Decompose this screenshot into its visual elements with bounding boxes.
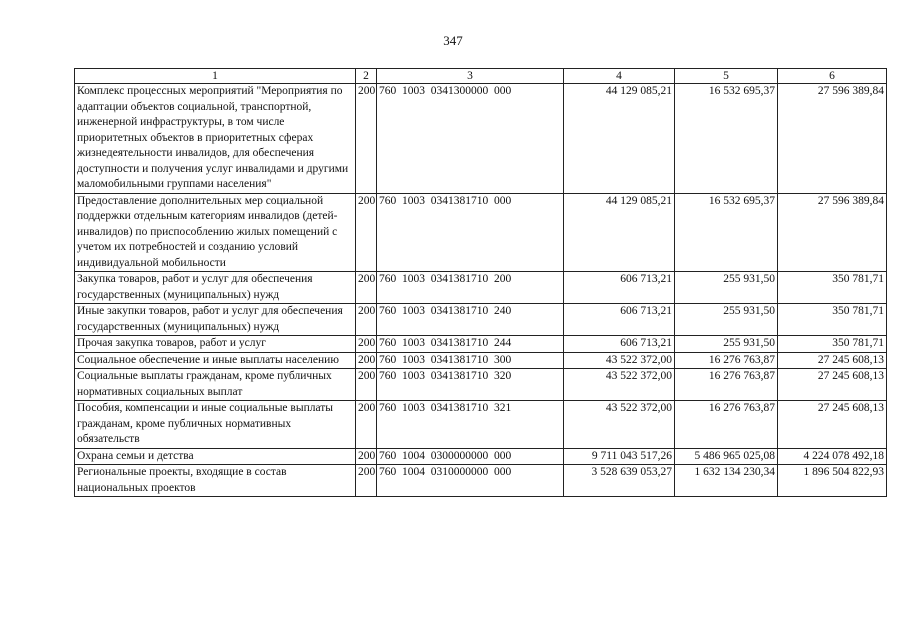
code-part-b: 1003 (402, 370, 425, 382)
row-name-cell: Пособия, компенсации и иные социальные выплаты гражданам, кроме публичных нормативных обязательств (75, 401, 356, 449)
column-header-1: 1 (75, 69, 356, 84)
row-value-5-cell: 16 276 763,87 (675, 401, 778, 449)
code-part-c: 0341381710 (430, 337, 489, 349)
row-name-cell: Предоставление дополнительных мер социальной поддержки отдельным категориям инвалидов (детей-инвалидов) по приспособлению жилых помещений с учетом их потребностей и созданию условий индивидуальной мобильности (75, 193, 356, 272)
row-value-6-cell: 1 896 504 822,93 (778, 465, 887, 497)
row-col2-cell: 200 (356, 448, 377, 465)
code-part-a: 760 (379, 402, 397, 414)
code-part-a: 760 (379, 194, 397, 207)
row-value-6-cell: 350 781,71 (778, 272, 887, 304)
code-part-d: 000 (494, 194, 512, 207)
budget-table (74, 68, 887, 497)
row-value-4-cell: 606 713,21 (564, 272, 675, 304)
code-part-d: 240 (494, 305, 512, 317)
row-code-cell (377, 369, 564, 401)
table-row (75, 304, 887, 336)
code-part-a: 760 (379, 337, 397, 349)
code-part-a: 760 (379, 305, 397, 317)
row-name-cell: Прочая закупка товаров, работ и услуг (75, 336, 356, 353)
code-part-a: 760 (379, 370, 397, 382)
table-row (75, 336, 887, 353)
row-col2-cell: 200 (356, 465, 377, 497)
table-row (75, 84, 887, 194)
row-value-4-cell: 606 713,21 (564, 336, 675, 353)
row-value-6-cell: 350 781,71 (778, 304, 887, 336)
row-value-6-cell: 27 596 389,84 (778, 84, 887, 194)
row-col2-cell: 200 (356, 193, 377, 272)
row-value-6-cell: 4 224 078 492,18 (778, 448, 887, 465)
row-code-cell (377, 336, 564, 353)
code-part-b: 1003 (402, 353, 425, 366)
row-name-cell: Охрана семьи и детства (75, 448, 356, 465)
row-value-5-cell: 255 931,50 (675, 336, 778, 353)
row-name-cell: Региональные проекты, входящие в состав национальных проектов (75, 465, 356, 497)
column-header-5: 5 (675, 69, 778, 84)
code-part-d: 321 (494, 402, 512, 414)
row-value-5-cell: 255 931,50 (675, 304, 778, 336)
row-value-5-cell: 16 532 695,37 (675, 193, 778, 272)
row-value-4-cell: 44 129 085,21 (564, 193, 675, 272)
row-value-5-cell: 16 532 695,37 (675, 84, 778, 194)
row-col2-cell: 200 (356, 84, 377, 194)
code-part-c: 0341300000 (430, 85, 489, 97)
page-number: 347 (443, 33, 463, 48)
row-value-6-cell: 27 245 608,13 (778, 369, 887, 401)
row-code-cell (377, 465, 564, 497)
code-part-a: 760 (379, 353, 397, 366)
code-part-d: 000 (494, 85, 512, 97)
row-col2-cell: 200 (356, 401, 377, 449)
row-value-4-cell: 43 522 372,00 (564, 352, 675, 369)
row-value-4-cell: 44 129 085,21 (564, 84, 675, 194)
code-part-c: 0341381710 (430, 194, 489, 207)
row-value-4-cell: 43 522 372,00 (564, 369, 675, 401)
row-value-5-cell: 5 486 965 025,08 (675, 448, 778, 465)
code-part-c: 0341381710 (430, 273, 489, 285)
code-part-d: 300 (494, 353, 512, 366)
row-code-cell (377, 84, 564, 194)
row-value-5-cell: 16 276 763,87 (675, 369, 778, 401)
code-part-a: 760 (379, 466, 397, 478)
code-part-d: 200 (494, 273, 512, 285)
code-part-b: 1004 (402, 466, 425, 478)
row-code-cell (377, 272, 564, 304)
code-part-d: 320 (494, 370, 512, 382)
row-value-4-cell: 606 713,21 (564, 304, 675, 336)
row-value-4-cell: 43 522 372,00 (564, 401, 675, 449)
row-value-4-cell: 3 528 639 053,27 (564, 465, 675, 497)
row-name-cell: Социальное обеспечение и иные выплаты населению (75, 352, 356, 369)
code-part-d: 000 (494, 466, 512, 478)
code-part-b: 1003 (402, 85, 425, 97)
code-part-a: 760 (379, 85, 397, 97)
code-part-b: 1003 (402, 305, 425, 317)
row-name-cell: Комплекс процессных мероприятий "Мероприятия по адаптации объектов социальной, транспортной, инженерной инфраструктуры, в том числе приоритетных объектов в приоритетных сферах жизнедеятельности инвалидов, для обеспечения доступности и получения услуг инвалидами и другими маломобильными группами населения" (75, 84, 356, 194)
row-code-cell (377, 401, 564, 449)
column-header-6: 6 (778, 69, 887, 84)
code-part-a: 760 (379, 273, 397, 285)
row-code-cell (377, 448, 564, 465)
code-part-c: 0341381710 (430, 402, 489, 414)
column-header-3: 3 (377, 69, 564, 84)
code-part-c: 0300000000 (430, 449, 489, 462)
row-code-cell (377, 352, 564, 369)
code-part-b: 1003 (402, 402, 425, 414)
table-row (75, 272, 887, 304)
code-part-c: 0310000000 (430, 466, 489, 478)
column-header-2: 2 (356, 69, 377, 84)
code-part-b: 1003 (402, 337, 425, 349)
code-part-c: 0341381710 (430, 370, 489, 382)
row-col2-cell: 200 (356, 352, 377, 369)
table-row (75, 465, 887, 497)
row-name-cell: Иные закупки товаров, работ и услуг для обеспечения государственных (муниципальных) нужд (75, 304, 356, 336)
row-col2-cell: 200 (356, 304, 377, 336)
row-value-5-cell: 255 931,50 (675, 272, 778, 304)
table-row (75, 401, 887, 449)
column-number-row (75, 69, 887, 84)
code-part-b: 1004 (402, 449, 425, 462)
code-part-d: 244 (494, 337, 512, 349)
row-name-cell: Закупка товаров, работ и услуг для обеспечения государственных (муниципальных) нужд (75, 272, 356, 304)
code-part-b: 1003 (402, 194, 425, 207)
row-value-4-cell: 9 711 043 517,26 (564, 448, 675, 465)
row-value-6-cell: 27 596 389,84 (778, 193, 887, 272)
column-header-4: 4 (564, 69, 675, 84)
row-value-6-cell: 27 245 608,13 (778, 401, 887, 449)
row-name-cell: Социальные выплаты гражданам, кроме публичных нормативных социальных выплат (75, 369, 356, 401)
row-value-6-cell: 350 781,71 (778, 336, 887, 353)
row-code-cell (377, 304, 564, 336)
table-row (75, 352, 887, 369)
table-row (75, 193, 887, 272)
row-value-6-cell: 27 245 608,13 (778, 352, 887, 369)
table-row (75, 448, 887, 465)
row-code-cell (377, 193, 564, 272)
row-value-5-cell: 1 632 134 230,34 (675, 465, 778, 497)
code-part-d: 000 (494, 449, 512, 462)
row-col2-cell: 200 (356, 272, 377, 304)
code-part-a: 760 (379, 449, 397, 462)
row-col2-cell: 200 (356, 369, 377, 401)
table-row (75, 369, 887, 401)
row-col2-cell: 200 (356, 336, 377, 353)
code-part-b: 1003 (402, 273, 425, 285)
row-value-5-cell: 16 276 763,87 (675, 352, 778, 369)
code-part-c: 0341381710 (430, 353, 489, 366)
table-body (75, 84, 887, 497)
code-part-c: 0341381710 (430, 305, 489, 317)
